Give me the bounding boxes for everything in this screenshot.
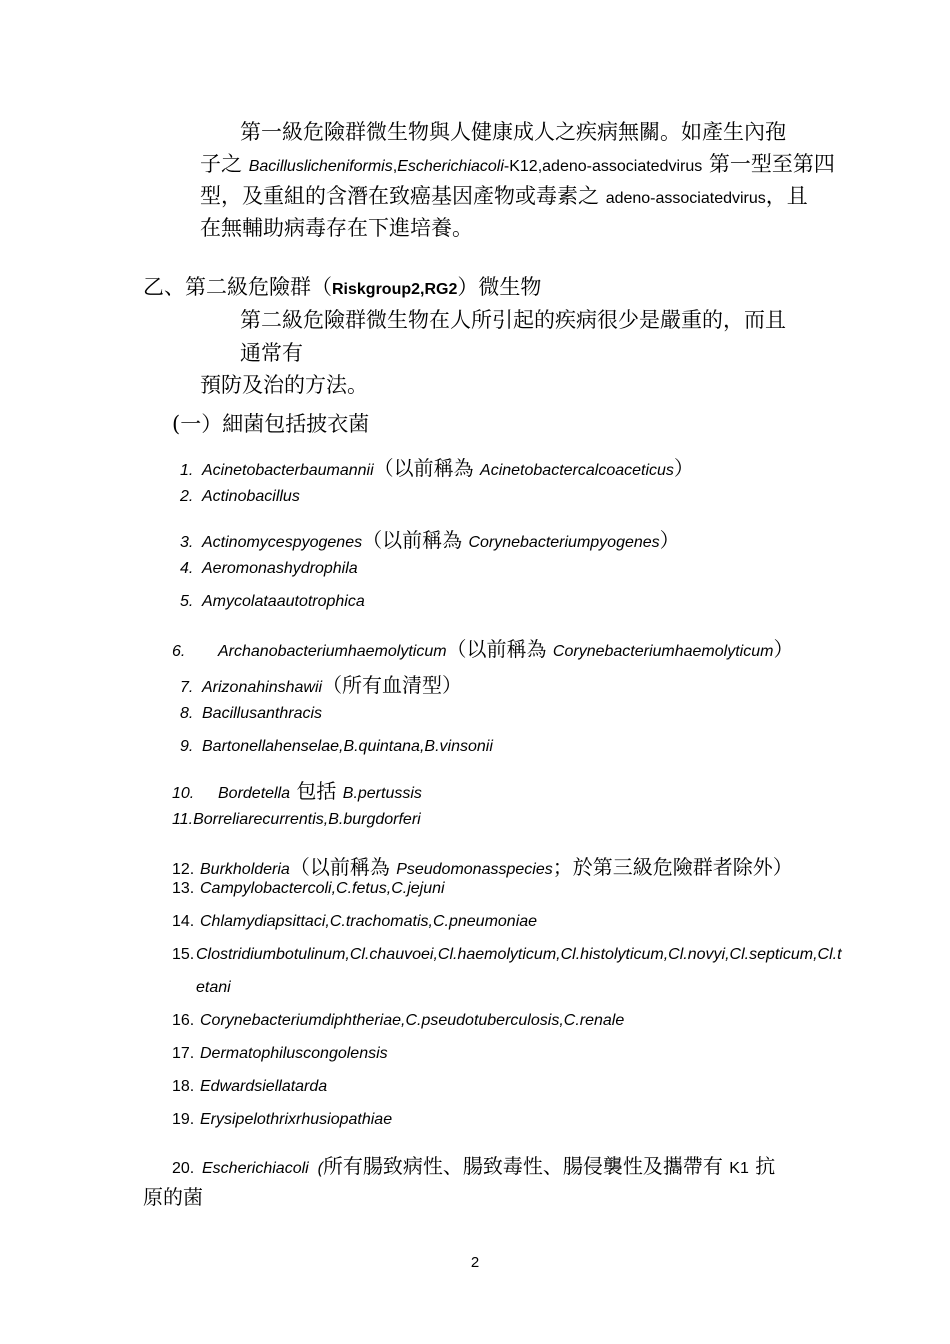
intro-line-2: 子之 Bacilluslicheniformis,Escherichiacoli-K12,adeno-associatedvirus 第一型至第四 [200,152,835,176]
intro-line-4: 在無輔助病毒存在下進培養。 [200,216,473,240]
list-item: 1. Acinetobacterbaumannii（以前稱為 Acinetobactercalcoaceticus） [180,456,694,480]
section-heading: 乙、第二級危險群（Riskgroup2,RG2）微生物 [143,275,542,299]
section-desc-3: 預防及治的方法。 [200,373,368,397]
list-item: 17. Dermatophiluscongolensis [172,1045,388,1062]
list-item-continuation: etani [196,979,231,996]
list-item: 2. Actinobacillus [180,488,300,505]
list-item: 15. Clostridiumbotulinum,Cl.chauvoei,Cl.haemolyticum,Cl.histolyticum,Cl.novyi,Cl.septicum,Cl.t [172,946,842,963]
subheading: (一）細菌包括披衣菌 [172,412,370,436]
list-item: 16. Corynebacteriumdiphtheriae,C.pseudotuberculosis,C.renale [172,1012,625,1029]
intro-line-3: 型，及重組的含潛在致癌基因產物或毒素之 adeno-associatedvirus，且 [200,184,808,208]
list-item: 20. Escherichiacoli (所有腸致病性、腸致毒性、腸侵襲性及攜帶有 K1 抗 [172,1154,776,1178]
list-item: 10. Bordetella 包括 B.pertussis [172,779,422,803]
list-item-continuation: 原的菌 [143,1185,203,1209]
section-desc-1: 第二級危險群微生物在人所引起的疾病很少是嚴重的，而且 [240,308,786,332]
section-desc-2: 通常有 [240,341,303,365]
list-item: 18. Edwardsiellatarda [172,1078,328,1095]
list-item: 9. Bartonellahenselae,B.quintana,B.vinsonii [180,738,493,755]
list-item: 5. Amycolataautotrophica [180,593,365,610]
intro-line-1: 第一級危險群微生物與人健康成人之疾病無關。如產生內孢 [240,120,786,144]
list-item: 13. Campylobactercoli,C.fetus,C.jejuni [172,880,445,897]
list-item: 4. Aeromonashydrophila [180,560,358,577]
list-item: 14. Chlamydiapsittaci,C.trachomatis,C.pneumoniae [172,913,538,930]
page-number: 2 [470,1254,480,1271]
list-item: 19. Erysipelothrixrhusiopathiae [172,1111,393,1128]
list-item: 11.Borreliarecurrentis,B.burgdorferi [172,811,421,828]
list-item: 3. Actinomycespyogenes（以前稱為 Corynebacteriumpyogenes） [180,528,680,552]
list-item: 6. Archanobacteriumhaemolyticum（以前稱為 Corynebacteriumhaemolyticum） [172,637,794,661]
list-item: 7. Arizonahinshawii（所有血清型） [180,673,463,697]
list-item: 8. Bacillusanthracis [180,705,323,722]
list-item: 12. Burkholderia（以前稱為 Pseudomonasspecies；於第三級危險群者除外） [172,855,793,879]
